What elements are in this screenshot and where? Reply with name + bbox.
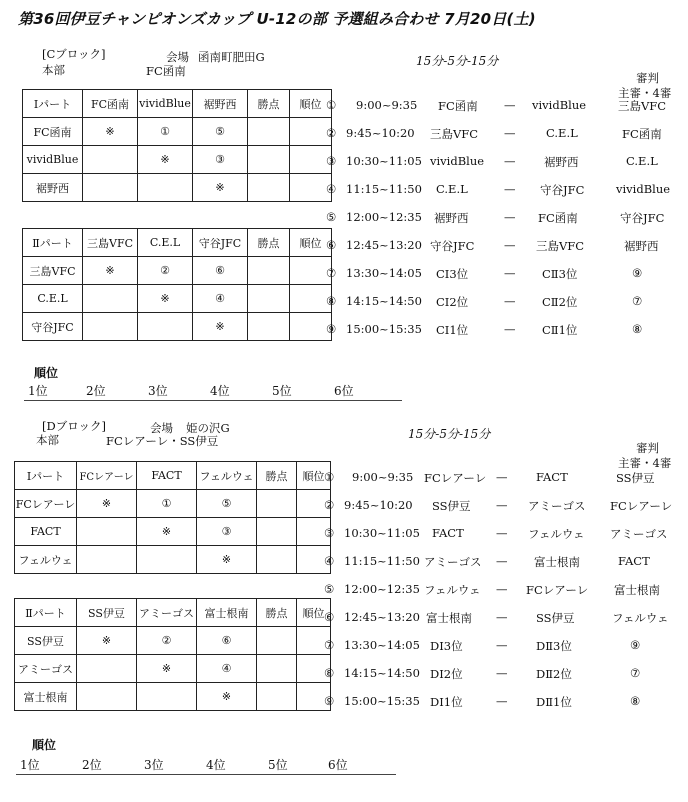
match-cell: ※ [77, 490, 137, 518]
header-cell: フェルウェ [197, 462, 257, 490]
match-cell [77, 683, 137, 711]
away-team: C.E.L [546, 126, 578, 140]
ranking-divider [24, 400, 402, 401]
venue-name: 函南町肥田G [198, 50, 265, 64]
match-cell [137, 683, 197, 711]
points-cell [248, 285, 290, 313]
hq-label: 本部 [42, 63, 65, 77]
match-format: 15分-5分-15分 [416, 54, 499, 68]
away-team: SS伊豆 [536, 611, 575, 625]
rank-label: 3位 [144, 758, 164, 772]
vs-dash: — [496, 694, 508, 708]
referee-header: 審判 [636, 441, 659, 455]
match-time: 11:15~11:50 [346, 182, 422, 196]
header-cell: SS伊豆 [77, 599, 137, 627]
home-team: FACT [432, 526, 464, 540]
venue-label: 会場 [150, 421, 173, 435]
match-cell: ① [138, 118, 193, 146]
vs-dash: — [496, 470, 508, 484]
match-number: ⑥ [324, 610, 335, 624]
points-cell [257, 518, 297, 546]
header-cell: Ⅱパート [15, 599, 77, 627]
header-cell: 勝点 [248, 90, 290, 118]
match-cell [83, 174, 138, 202]
table-header-row [23, 229, 332, 257]
away-team: DⅡ1位 [536, 695, 572, 709]
match-time: 11:15~11:50 [344, 554, 420, 568]
away-team: FC函南 [538, 211, 578, 225]
match-number: ③ [324, 526, 335, 540]
referee-team: 富士根南 [614, 583, 660, 597]
points-cell [257, 683, 297, 711]
referee-header: 審判 [636, 71, 659, 85]
points-cell [248, 174, 290, 202]
team-cell: 富士根南 [15, 683, 77, 711]
vs-dash: — [496, 498, 508, 512]
match-number: ⑥ [326, 238, 337, 252]
points-cell [248, 313, 290, 341]
referee-team: ⑦ [632, 294, 643, 308]
match-number: ① [324, 470, 335, 484]
vs-dash: — [504, 98, 516, 112]
team-cell: 守谷JFC [23, 313, 83, 341]
home-team: 富士根南 [426, 611, 472, 625]
match-number: ① [326, 98, 337, 112]
match-time: 12:00~12:35 [344, 582, 420, 596]
match-cell: ※ [83, 118, 138, 146]
header-cell: アミーゴス [137, 599, 197, 627]
match-cell: ② [137, 627, 197, 655]
match-cell [77, 546, 137, 574]
table-header-row [15, 462, 331, 490]
vs-dash: — [504, 154, 516, 168]
vs-dash: — [496, 526, 508, 540]
home-team: 三島VFC [430, 127, 479, 141]
home-team: CⅠ3位 [436, 267, 469, 281]
home-team: 守谷JFC [430, 239, 475, 253]
rank-label: 6位 [334, 384, 354, 398]
team-cell: C.E.L [23, 285, 83, 313]
match-time: 12:45~13:20 [346, 238, 422, 252]
match-number: ③ [326, 154, 337, 168]
header-cell: 裾野西 [193, 90, 248, 118]
referee-team: FACT [618, 554, 650, 568]
match-number: ⑨ [326, 322, 337, 336]
table-row [15, 655, 331, 683]
header-cell: 勝点 [257, 462, 297, 490]
points-cell [257, 655, 297, 683]
header-cell: FCレアーレ [77, 462, 137, 490]
away-team: FCレアーレ [526, 583, 589, 597]
points-cell [248, 257, 290, 285]
match-time: 9:00~9:35 [352, 470, 414, 484]
rank-label: 4位 [206, 758, 226, 772]
referee-team: ⑦ [630, 666, 641, 680]
points-cell [257, 546, 297, 574]
header-cell: 順位 [290, 90, 332, 118]
rank-label: 3位 [148, 384, 168, 398]
match-cell: ⑥ [197, 627, 257, 655]
away-team: フェルウェ [528, 527, 585, 541]
match-time: 12:45~13:20 [344, 610, 420, 624]
vs-dash: — [496, 666, 508, 680]
table-row [23, 313, 332, 341]
table-row [15, 490, 331, 518]
header-cell: 順位 [297, 462, 331, 490]
team-cell: vividBlue [23, 146, 83, 174]
referee-team: アミーゴス [610, 527, 668, 541]
away-team: vividBlue [532, 98, 587, 112]
away-team: CⅡ3位 [542, 267, 578, 281]
match-number: ⑦ [326, 266, 337, 280]
team-cell: フェルウェ [15, 546, 77, 574]
team-cell: 裾野西 [23, 174, 83, 202]
header-cell: Ⅰパート [23, 90, 83, 118]
points-cell [248, 146, 290, 174]
match-cell [77, 518, 137, 546]
table-row [23, 146, 332, 174]
match-cell: ② [138, 257, 193, 285]
rank-label: 2位 [82, 758, 102, 772]
vs-dash: — [496, 638, 508, 652]
match-cell [83, 313, 138, 341]
header-cell: Ⅰパート [15, 462, 77, 490]
ranking-title: 順位 [34, 366, 59, 380]
header-cell: 順位 [290, 229, 332, 257]
rank-label: 6位 [328, 758, 348, 772]
match-number: ⑧ [326, 294, 337, 308]
vs-dash: — [504, 266, 516, 280]
away-team: DⅡ3位 [536, 639, 572, 653]
team-cell: FCレアーレ [15, 490, 77, 518]
points-cell [257, 490, 297, 518]
rank-label: 4位 [210, 384, 230, 398]
referee-team: ⑨ [630, 638, 641, 652]
header-cell: 順位 [297, 599, 331, 627]
table-row [15, 627, 331, 655]
table-row [15, 683, 331, 711]
vs-dash: — [504, 182, 516, 196]
match-cell: ※ [138, 146, 193, 174]
match-cell [83, 146, 138, 174]
vs-dash: — [504, 210, 516, 224]
table-row [15, 518, 331, 546]
table-row [23, 285, 332, 313]
match-cell [137, 546, 197, 574]
home-team: CⅠ1位 [436, 323, 469, 337]
page-title: 第36回伊豆チャンピオンズカップ U-12の部 予選組み合わせ 7月20日(土) [18, 10, 536, 28]
home-team: SS伊豆 [432, 499, 471, 513]
away-team: FACT [536, 470, 568, 484]
venue-name: 姫の沢G [186, 421, 230, 435]
match-cell: ※ [193, 174, 248, 202]
referee-team: FC函南 [622, 127, 662, 141]
vs-dash: — [504, 238, 516, 252]
match-cell [77, 655, 137, 683]
match-time: 9:45~10:20 [344, 498, 413, 512]
match-number: ⑤ [326, 210, 337, 224]
venue-host: FC函南 [146, 64, 186, 78]
match-cell: ④ [193, 285, 248, 313]
vs-dash: — [496, 582, 508, 596]
team-cell: FACT [15, 518, 77, 546]
referee-team: 守谷JFC [620, 211, 665, 225]
match-time: 13:30~14:05 [344, 638, 420, 652]
rank-label: 5位 [268, 758, 288, 772]
match-cell: ④ [197, 655, 257, 683]
match-cell: ※ [83, 257, 138, 285]
header-cell: 勝点 [257, 599, 297, 627]
match-time: 14:15~14:50 [346, 294, 422, 308]
header-cell: vividBlue [138, 90, 193, 118]
home-team: C.E.L [436, 182, 468, 196]
match-number: ④ [324, 554, 335, 568]
venue-host: FCレアーレ・SS伊豆 [106, 434, 219, 448]
match-time: 13:30~14:05 [346, 266, 422, 280]
referee-team: 三島VFC [618, 99, 667, 113]
referee-team: ⑧ [632, 322, 643, 336]
home-team: vividBlue [430, 154, 485, 168]
block-label: [Dブロック] [42, 419, 106, 433]
rank-label: 5位 [272, 384, 292, 398]
referee-team: ⑧ [630, 694, 641, 708]
home-team: フェルウェ [424, 583, 481, 597]
rank-label: 1位 [20, 758, 40, 772]
home-team: FC函南 [438, 99, 478, 113]
away-team: 裾野西 [544, 155, 579, 169]
team-cell: SS伊豆 [15, 627, 77, 655]
match-time: 9:45~10:20 [346, 126, 415, 140]
away-team: CⅡ2位 [542, 295, 578, 309]
match-number: ⑦ [324, 638, 335, 652]
home-team: FCレアーレ [424, 471, 487, 485]
away-team: 守谷JFC [540, 183, 585, 197]
home-team: DⅠ3位 [430, 639, 463, 653]
league-table-part1 [22, 89, 332, 202]
hq-label: 本部 [36, 433, 59, 447]
team-cell: アミーゴス [15, 655, 77, 683]
referee-team: C.E.L [626, 154, 658, 168]
header-cell: Ⅱパート [23, 229, 83, 257]
vs-dash: — [496, 554, 508, 568]
home-team: DⅠ2位 [430, 667, 463, 681]
header-cell: FC函南 [83, 90, 138, 118]
table-row [23, 257, 332, 285]
ranking-title: 順位 [32, 738, 57, 752]
ranking-divider [16, 774, 396, 775]
team-cell: 三島VFC [23, 257, 83, 285]
match-cell: ⑤ [193, 118, 248, 146]
match-number: ② [324, 498, 335, 512]
away-team: アミーゴス [528, 499, 586, 513]
match-cell: ※ [137, 518, 197, 546]
ranking-row [28, 382, 400, 398]
match-number: ④ [326, 182, 337, 196]
match-time: 10:30~11:05 [344, 526, 420, 540]
league-table-part1 [14, 461, 331, 574]
table-row [23, 118, 332, 146]
match-number: ② [326, 126, 337, 140]
match-format: 15分-5分-15分 [408, 427, 491, 441]
ranking-row [20, 756, 392, 772]
match-time: 10:30~11:05 [346, 154, 422, 168]
referee-team: 裾野西 [624, 239, 659, 253]
match-number: ⑨ [324, 694, 335, 708]
match-time: 15:00~15:35 [346, 322, 422, 336]
table-row [15, 546, 331, 574]
vs-dash: — [504, 322, 516, 336]
home-team: DⅠ1位 [430, 695, 463, 709]
header-cell: C.E.L [138, 229, 193, 257]
block-label: [Cブロック] [42, 47, 106, 61]
referee-team: ⑨ [632, 266, 643, 280]
match-cell: ① [137, 490, 197, 518]
match-time: 15:00~15:35 [344, 694, 420, 708]
match-cell [138, 174, 193, 202]
match-number: ⑧ [324, 666, 335, 680]
referee-team: vividBlue [616, 182, 671, 196]
points-cell [257, 627, 297, 655]
away-team: DⅡ2位 [536, 667, 572, 681]
referee-team: フェルウェ [612, 611, 669, 625]
header-cell: 守谷JFC [193, 229, 248, 257]
header-cell: 勝点 [248, 229, 290, 257]
home-team: アミーゴス [424, 555, 482, 569]
header-cell: 富士根南 [197, 599, 257, 627]
match-cell: ※ [137, 655, 197, 683]
match-cell: ※ [77, 627, 137, 655]
referee-team: FCレアーレ [610, 499, 673, 513]
vs-dash: — [504, 294, 516, 308]
table-row [23, 174, 332, 202]
vs-dash: — [504, 126, 516, 140]
match-cell: ※ [197, 683, 257, 711]
header-cell: 三島VFC [83, 229, 138, 257]
rank-label: 2位 [86, 384, 106, 398]
points-cell [248, 118, 290, 146]
home-team: 裾野西 [434, 211, 469, 225]
header-cell: FACT [137, 462, 197, 490]
match-cell: ※ [138, 285, 193, 313]
match-cell: ⑤ [197, 490, 257, 518]
match-cell: ※ [197, 546, 257, 574]
match-time: 9:00~9:35 [356, 98, 418, 112]
referee-subheader: 主審・4審 [618, 456, 672, 470]
referee-subheader: 主審・4審 [618, 86, 672, 100]
match-number: ⑤ [324, 582, 335, 596]
match-cell [83, 285, 138, 313]
away-team: 富士根南 [534, 555, 580, 569]
table-header-row [15, 599, 331, 627]
match-cell: ⑥ [193, 257, 248, 285]
match-time: 14:15~14:50 [344, 666, 420, 680]
league-table-part2 [14, 598, 331, 711]
match-cell: ※ [193, 313, 248, 341]
referee-team: SS伊豆 [616, 471, 655, 485]
league-table-part2 [22, 228, 332, 341]
match-cell: ③ [193, 146, 248, 174]
match-time: 12:00~12:35 [346, 210, 422, 224]
home-team: CⅠ2位 [436, 295, 469, 309]
venue-label: 会場 [166, 50, 189, 64]
match-cell [138, 313, 193, 341]
table-header-row [23, 90, 332, 118]
match-cell: ③ [197, 518, 257, 546]
team-cell: FC函南 [23, 118, 83, 146]
vs-dash: — [496, 610, 508, 624]
rank-label: 1位 [28, 384, 48, 398]
away-team: 三島VFC [536, 239, 585, 253]
away-team: CⅡ1位 [542, 323, 578, 337]
